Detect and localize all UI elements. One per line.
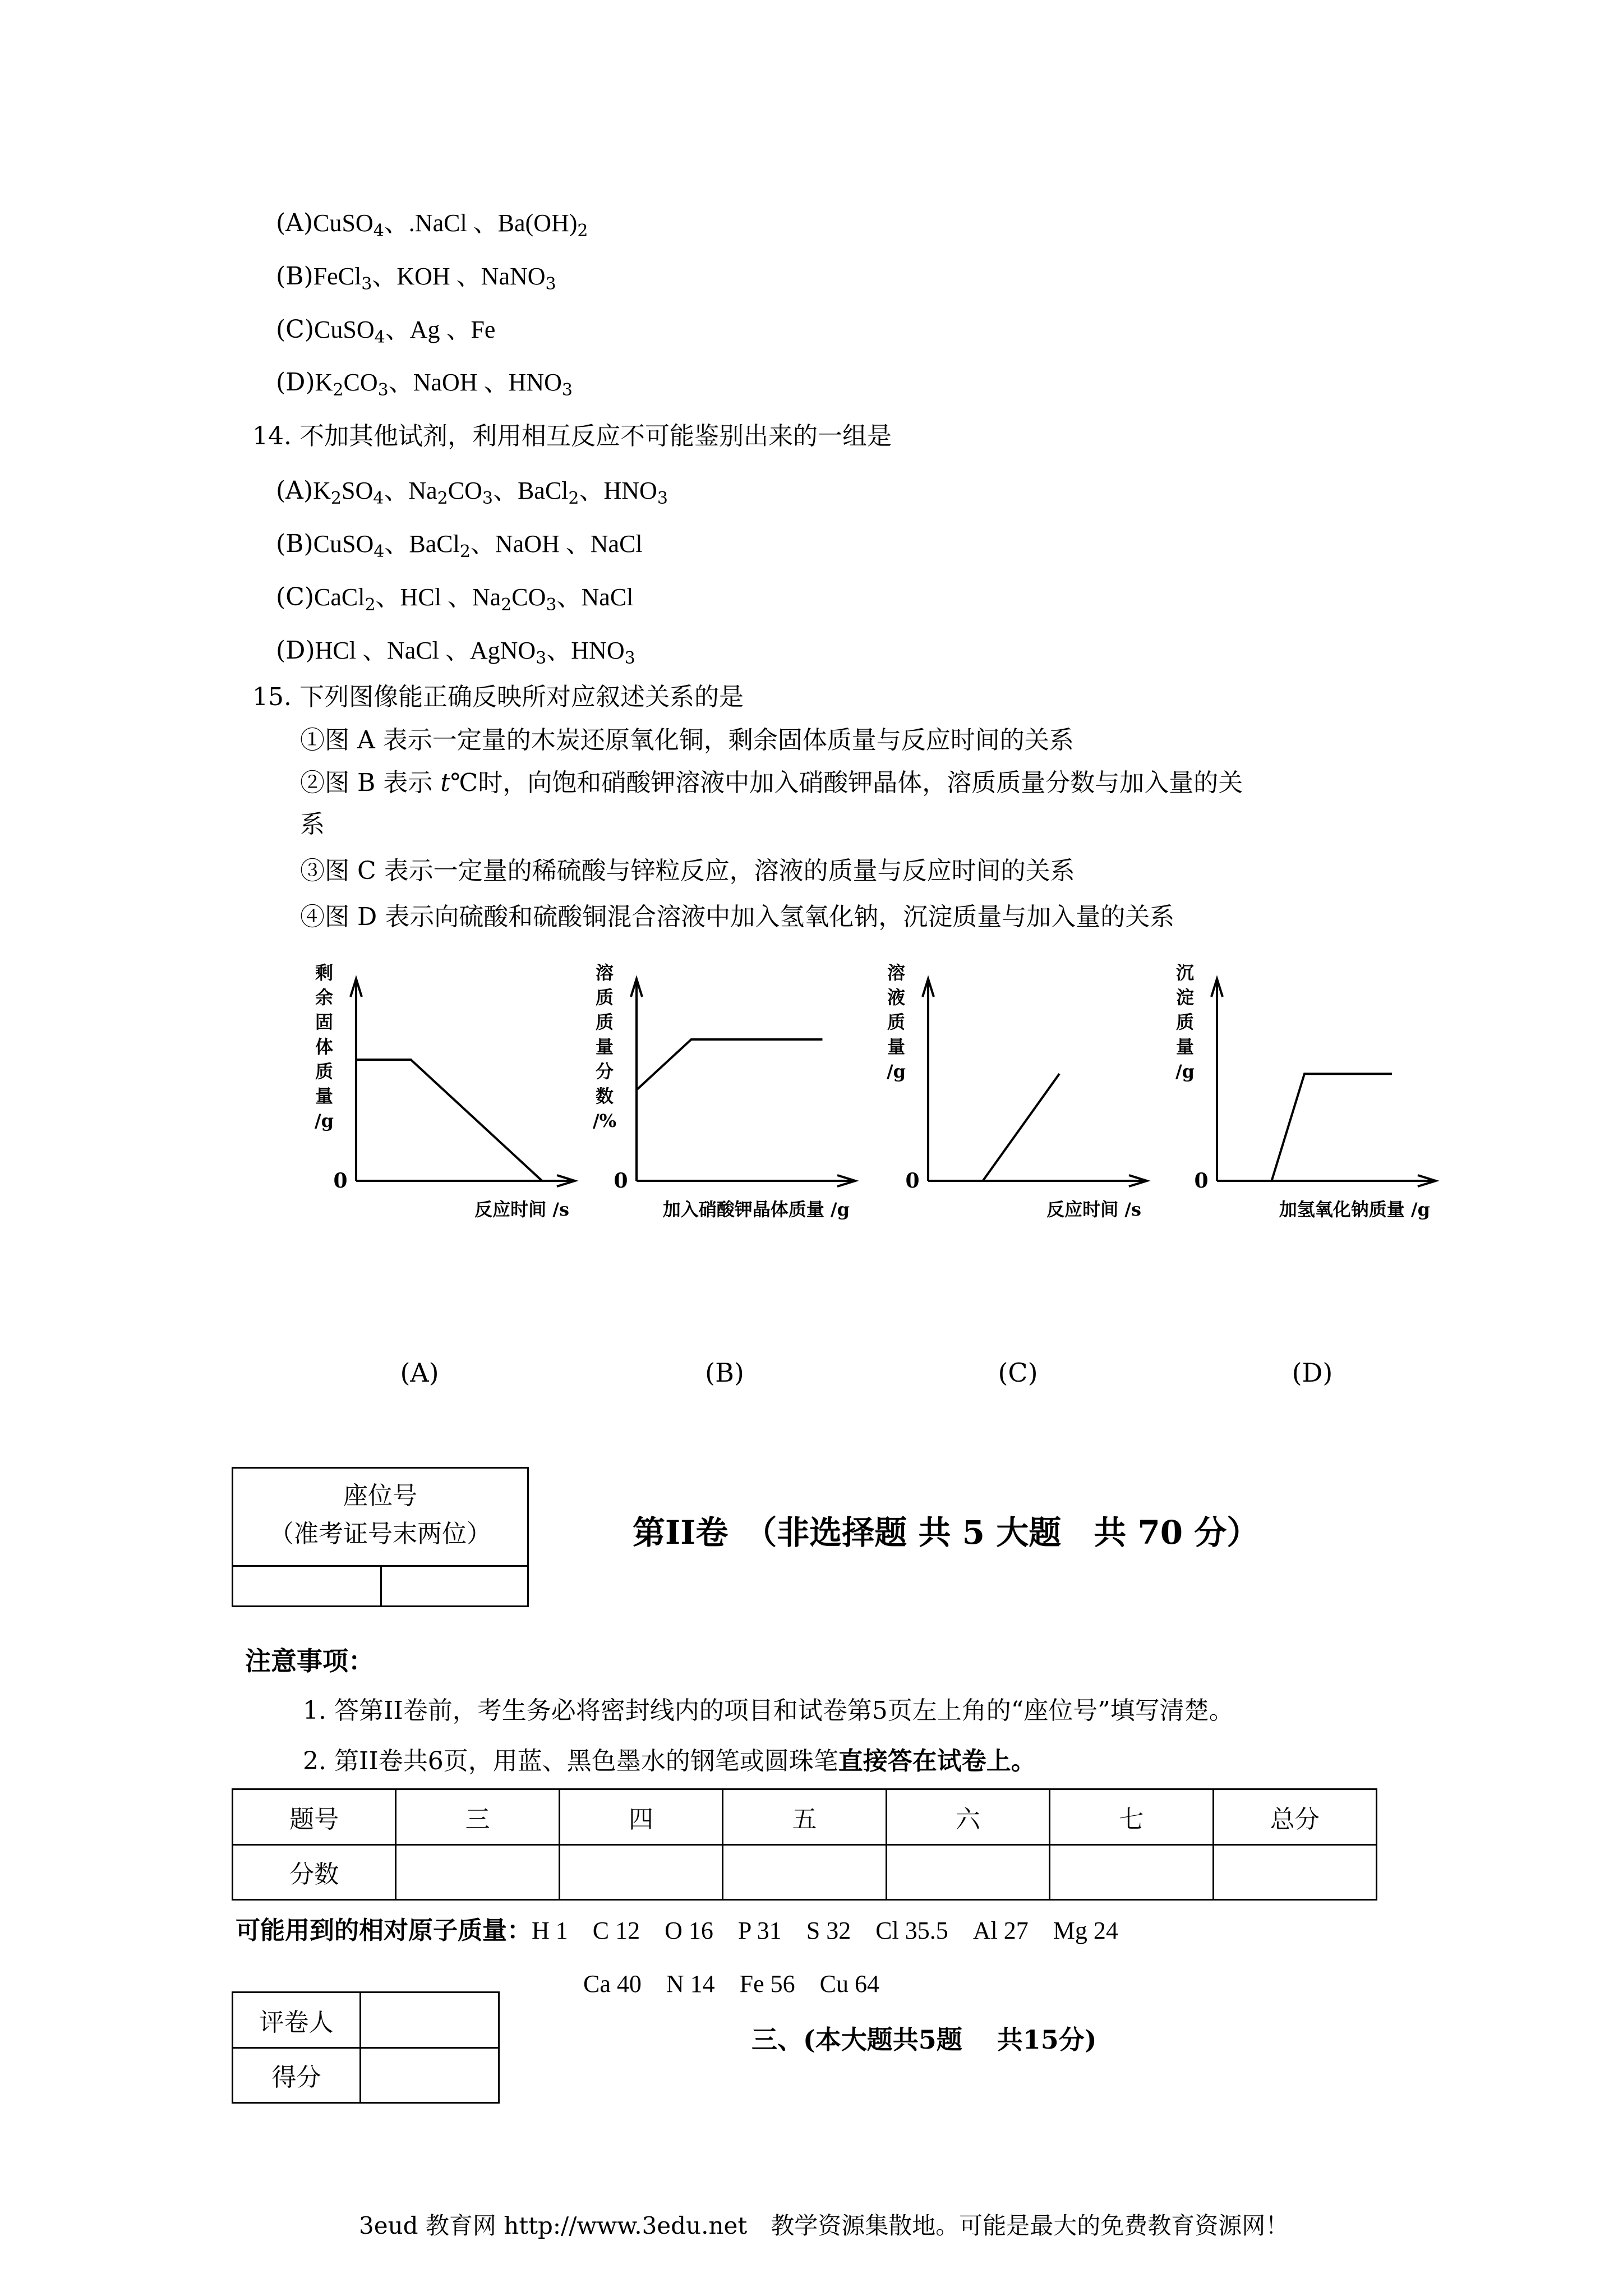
y-axis-label — [1175, 962, 1195, 1082]
notice-heading: 注意事项： — [245, 1646, 374, 1676]
y-label-char: 质 — [887, 1011, 906, 1033]
y-label-char: 溶 — [595, 962, 614, 983]
y-label-char: 量 — [315, 1085, 334, 1107]
x-axis-label: 反应时间 ∕s — [474, 1199, 569, 1220]
y-label-char: ∕g — [886, 1061, 906, 1082]
q15-stem: 15. 下列图像能正确反映所对应叙述关系的是 — [252, 683, 744, 711]
y-label-char: 体 — [315, 1036, 334, 1057]
graph-c-caption: (C) — [998, 1358, 1038, 1388]
header-cell: 七 — [1050, 1789, 1213, 1845]
seat-hint: （准考证号末两位） — [269, 1520, 491, 1548]
header-cell: 总分 — [1213, 1789, 1376, 1845]
y-label-char: 量 — [887, 1036, 906, 1057]
y-label-char: 量 — [595, 1036, 614, 1057]
y-label-char: ∕g — [314, 1110, 334, 1131]
q13-option-a: (A)CuSO$_4$、.NaCl 、$Ba(OH)_2$ — [276, 209, 588, 241]
q13-option-d: $(D)K_2CO_3$、NaOH 、$HNO_3$ — [276, 368, 573, 400]
series-line — [1217, 1074, 1392, 1181]
graph-a-caption: (A) — [400, 1358, 439, 1388]
header-cell: 六 — [886, 1789, 1049, 1845]
score-cell[interactable] — [396, 1844, 559, 1900]
atomic-mass-line-2: Ca 40 N 14 Fe 56 Cu 64 — [583, 1970, 879, 1998]
score-cell[interactable] — [361, 2047, 499, 2103]
y-label-char: 分 — [595, 1061, 614, 1082]
notice-item-1: 1. 答第II卷前，考生务必将密封线内的项目和试卷第5页左上角的“座位号”填写清楚。 — [303, 1696, 1234, 1725]
header-cell: 题号 — [233, 1789, 396, 1845]
header-cell: 四 — [559, 1789, 722, 1845]
score-cell[interactable] — [723, 1844, 886, 1900]
graph-c — [875, 954, 1166, 1223]
graph-d-caption: (D) — [1292, 1358, 1333, 1388]
score-cell[interactable] — [559, 1844, 722, 1900]
y-label-char: 数 — [595, 1085, 614, 1107]
y-label-char: 量 — [1175, 1036, 1195, 1057]
origin-label: 0 — [1194, 1169, 1209, 1193]
q13-option-c: (C)CuSO$_4$、Ag 、Fe — [276, 315, 496, 347]
q15-statement-4: ④图 D 表示向硫酸和硫酸铜混合溶液中加入氢氧化钠，沉淀质量与加入量的关系 — [300, 903, 1175, 931]
origin-label: 0 — [905, 1169, 920, 1193]
y-label-char: ∕% — [592, 1110, 617, 1131]
q14-option-b: (B)CuSO$_4$、BaCl$_2$、NaOH 、NaCl — [276, 530, 643, 562]
notice-item-2: 2. 第II卷共6页，用蓝、黑色墨水的钢笔或圆珠笔直接答在试卷上。 — [303, 1747, 1036, 1775]
table-row — [233, 1844, 1377, 1900]
y-label-char: 溶 — [887, 962, 906, 983]
graph-b-caption: (B) — [705, 1358, 744, 1388]
graph-d — [1164, 954, 1455, 1223]
score-cell[interactable] — [1050, 1844, 1213, 1900]
header-cell: 五 — [723, 1789, 886, 1845]
graph-a — [303, 954, 594, 1223]
score-label: 得分 — [233, 2047, 361, 2103]
origin-label: 0 — [333, 1169, 348, 1193]
series-line — [356, 1060, 575, 1181]
q14-option-d: (D)HCl 、NaCl 、AgNO$_3$、$HNO_3$ — [276, 636, 635, 668]
score-cell[interactable] — [1213, 1844, 1376, 1900]
header-cell: 三 — [396, 1789, 559, 1845]
page-footer: 3eud 教育网 http://www.3edu.net 教学资源集散地。可能是最大的免费教育资源网！ — [359, 2212, 1289, 2239]
q15-statement-2: ②图 B 表示 t℃时，向饱和硝酸钾溶液中加入硝酸钾晶体，溶质质量分数与加入量的关 — [300, 769, 1243, 797]
atomic-mass-line-1: 可能用到的相对原子质量：H 1 C 12 O 16 P 31 S 32 Cl 35.5 Al 27 Mg 24 — [236, 1916, 1118, 1945]
y-label-char: ∕g — [1175, 1061, 1195, 1082]
q14-option-a: $(A)K_2SO_4$、$Na_2CO_3$、BaCl$_2$、$HNO_3$ — [276, 476, 668, 508]
series-line — [637, 1039, 823, 1090]
origin-label: 0 — [614, 1169, 628, 1193]
y-label-char: 淀 — [1175, 987, 1195, 1008]
x-axis-label: 反应时间 ∕s — [1046, 1199, 1141, 1220]
x-axis-label: 加氢氧化钠质量 ∕g — [1279, 1199, 1430, 1220]
y-label-char: 质 — [315, 1061, 334, 1082]
row-label: 分数 — [233, 1844, 396, 1900]
score-table — [232, 1788, 1377, 1901]
seat-digit-1[interactable] — [233, 1567, 380, 1605]
q14-stem: 14. 不加其他试剂，利用相互反应不可能鉴别出来的一组是 — [252, 422, 892, 450]
y-label-char: 剩 — [315, 962, 334, 983]
grader-cell[interactable] — [361, 1993, 499, 2048]
seat-digit-2[interactable] — [380, 1567, 529, 1605]
q15-statement-3: ③图 C 表示一定量的稀硫酸与锌粒反应，溶液的质量与反应时间的关系 — [300, 857, 1075, 885]
y-axis-label — [315, 962, 334, 1131]
section-3-title: 三、(本大题共5题 共15分) — [751, 2024, 1097, 2055]
q15-statement-2-cont: 系 — [300, 810, 325, 839]
y-label-char: 余 — [315, 987, 334, 1008]
score-cell[interactable] — [886, 1844, 1049, 1900]
q14-option-c: (C)CaCl$_2$、HCl 、$Na_2CO_3$、NaCl — [276, 583, 634, 615]
y-label-char: 质 — [595, 987, 614, 1008]
table-row — [233, 1789, 1377, 1845]
y-label-char: 液 — [887, 987, 906, 1008]
section-2-title: 第II卷 （非选择题 共 5 大题 共 70 分） — [633, 1513, 1260, 1552]
series-line — [983, 1074, 1060, 1181]
graph-b — [583, 954, 875, 1223]
seat-number-box — [232, 1467, 529, 1607]
y-axis-label — [593, 962, 616, 1131]
y-label-char: 固 — [315, 1011, 334, 1033]
y-axis-label — [887, 962, 906, 1082]
grader-table — [232, 1991, 500, 2104]
y-label-char: 沉 — [1175, 962, 1195, 983]
seat-label: 座位号 — [343, 1481, 417, 1510]
x-axis-label: 加入硝酸钾晶体质量 ∕g — [662, 1199, 850, 1220]
q13-option-b: (B)FeCl$_3$、KOH 、NaNO$_3$ — [276, 262, 556, 294]
table-row — [233, 1993, 499, 2048]
table-row — [233, 2047, 499, 2103]
y-label-char: 质 — [595, 1011, 614, 1033]
y-label-char: 质 — [1175, 1011, 1195, 1033]
q15-statement-1: ①图 A 表示一定量的木炭还原氧化铜，剩余固体质量与反应时间的关系 — [300, 726, 1074, 754]
grader-label: 评卷人 — [233, 1993, 361, 2048]
